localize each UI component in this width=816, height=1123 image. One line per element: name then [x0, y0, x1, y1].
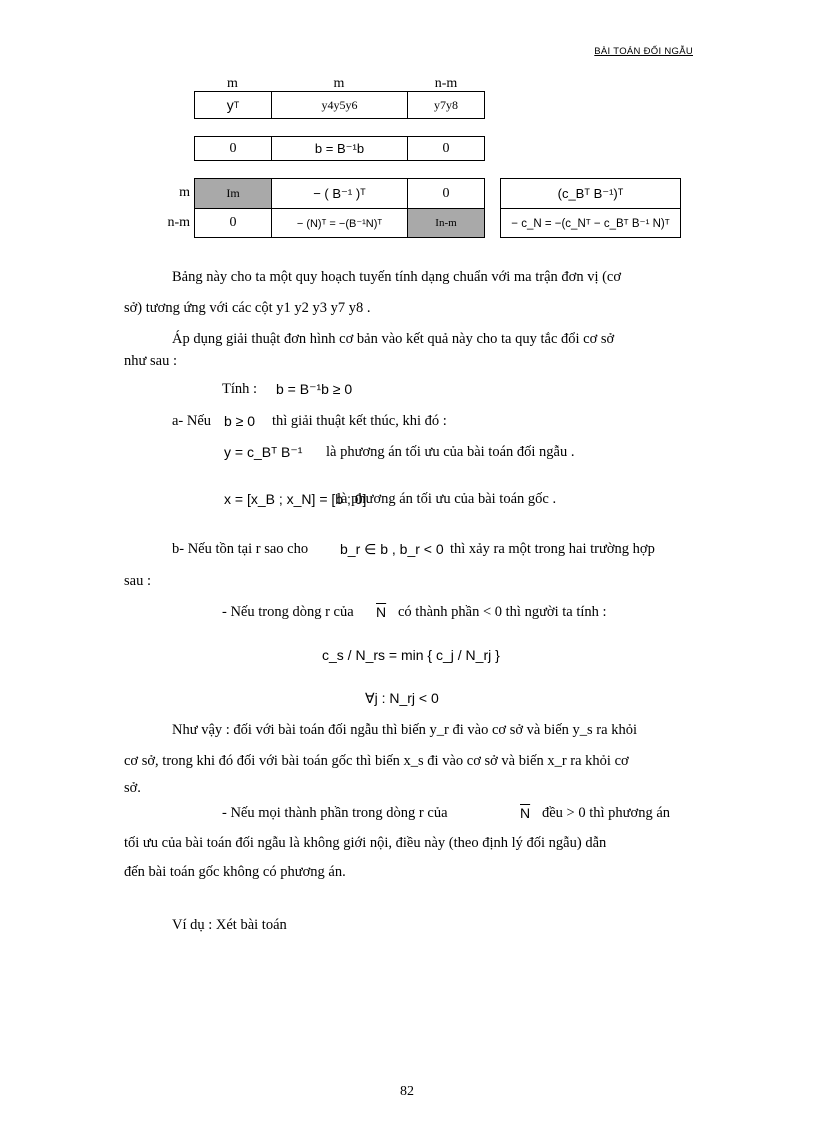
cell-y78: y7y8 — [407, 91, 485, 119]
page-number: 82 — [400, 1084, 414, 1099]
para3-line1: Như vậy : đối với bài toán đối ngẫu thì biến y_r đi vào cơ sở và biến y_s ra khỏi — [172, 722, 637, 738]
case2-N: $\overline{N}$ — [520, 805, 531, 821]
cell-row2-right: 0 — [407, 136, 485, 161]
case2-line3: đến bài toán gốc không có phương án. — [124, 864, 346, 880]
case-a-cond: b ≥ 0 — [224, 413, 256, 429]
row-label-m: m — [179, 185, 190, 200]
cell-cB-Binv-T: (c_Bᵀ B⁻¹)ᵀ — [500, 178, 681, 209]
col-label-3: n-m — [434, 76, 458, 91]
case-a-suffix: thì giải thuật kết thúc, khi đó : — [272, 413, 447, 429]
y-text: là phương án tối ưu của bài toán đối ngẫu . — [326, 444, 575, 460]
para2-line2: như sau : — [124, 353, 177, 369]
cell-row2-left: 0 — [194, 136, 272, 161]
cell-neg-cN: − c_N = −(c_Nᵀ − c_Bᵀ B⁻¹ N)ᵀ — [500, 208, 681, 238]
forall-condition: ∀j : N_rj < 0 — [365, 690, 439, 706]
case1-N: $\overline{N}$ — [376, 604, 387, 620]
running-header: BÀI TOÁN ĐỐI NGẪU — [594, 46, 693, 57]
cell-row2-b: b = B⁻¹b — [271, 136, 408, 161]
para1-line1: Bảng này cho ta một quy hoạch tuyến tính dạng chuẩn với ma trận đơn vị (cơ — [172, 269, 622, 285]
x-formula: x = [x_B ; x_N] = [b ; 0] — [224, 491, 367, 507]
row-label-n-m: n-m — [167, 215, 190, 230]
cell-yT-text: y — [226, 97, 234, 113]
case2-suffix: đều > 0 thì phương án — [542, 805, 671, 821]
case2-prefix: - Nếu mọi thành phần trong dòng r của — [222, 805, 448, 821]
compute-label: Tính : — [222, 381, 258, 397]
compute-formula: b = B⁻¹b ≥ 0 — [276, 381, 353, 397]
case-a-prefix: a- Nếu — [172, 413, 212, 429]
cell-In-m: In-m — [407, 208, 485, 238]
para3-line2: cơ sở, trong khi đó đối với bài toán gốc thì biến x_s đi vào cơ sở và biến x_r ra khỏi cơ — [124, 753, 629, 769]
para2-line1: Áp dụng giải thuật đơn hình cơ bản vào kết quả này cho ta quy tắc đổi cơ sở — [172, 331, 615, 347]
cell-yT: y T — [194, 91, 272, 119]
cell-row4-zero: 0 — [194, 208, 272, 238]
y-formula: y = c_Bᵀ B⁻¹ — [224, 444, 303, 460]
case1-suffix: có thành phần < 0 thì người ta tính : — [398, 604, 607, 620]
ratio-formula: c_s / N_rs = min { c_j / N_rj } — [322, 647, 500, 663]
cell-y456: y4y5y6 — [271, 91, 408, 119]
cell-Im: Im — [194, 178, 272, 209]
col-label-1: m — [227, 76, 238, 91]
cell-neg-N-T: − (N)ᵀ = −(B⁻¹N)ᵀ — [271, 208, 408, 238]
case-b-suffix: thì xảy ra một trong hai trường hợp — [450, 541, 655, 557]
para3-line3: sở. — [124, 780, 141, 796]
case-b-line2: sau : — [124, 573, 151, 589]
col-label-2: m — [333, 76, 345, 91]
case-b-prefix: b- Nếu tồn tại r sao cho — [172, 541, 309, 557]
example-heading: Ví dụ : Xét bài toán — [172, 917, 287, 933]
cell-neg-Binv-T: − ( B⁻¹ )ᵀ — [271, 178, 408, 209]
para1-line2: sở) tương ứng với các cột y1 y2 y3 y7 y8 . — [124, 300, 371, 316]
cell-row3-zero: 0 — [407, 178, 485, 209]
x-text: là phương án tối ưu của bài toán gốc . — [337, 491, 557, 507]
case1-prefix: - Nếu trong dòng r của — [222, 604, 354, 620]
case-b-cond: b_r ∈ b , b_r < 0 — [340, 541, 444, 557]
case2-line2: tối ưu của bài toán đối ngẫu là không giới nội, điều này (theo định lý đối ngẫu) dẫn — [124, 835, 607, 851]
